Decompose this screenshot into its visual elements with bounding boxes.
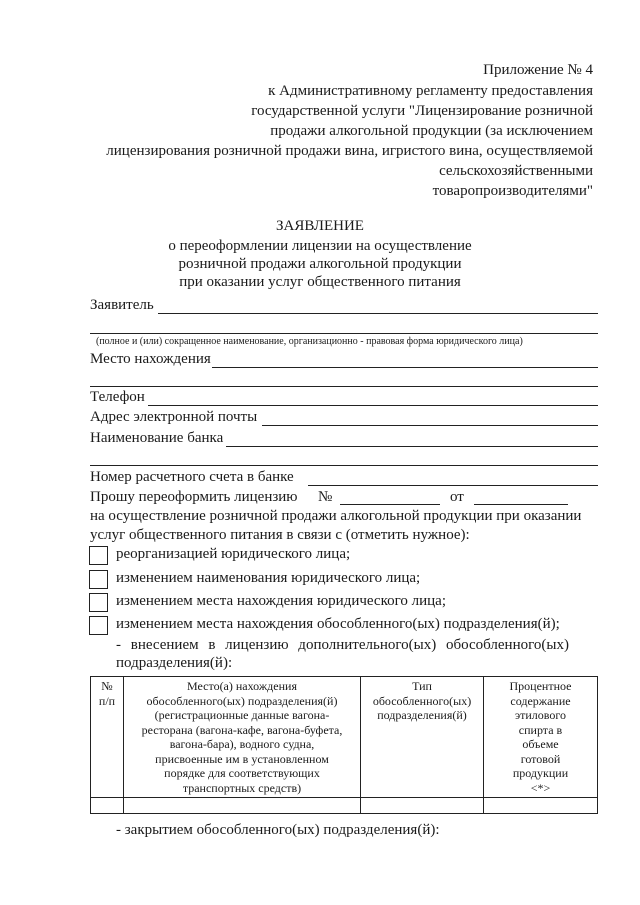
column-header-number: № п/п (91, 677, 124, 798)
account-label: Номер расчетного счета в банке (90, 469, 294, 485)
table-cell[interactable] (124, 798, 361, 814)
license-date-field[interactable] (474, 504, 568, 505)
appendix-line: государственной услуги "Лицензирование розничной (251, 103, 593, 119)
subdivisions-table (90, 676, 598, 814)
column-header-type: Тип обособленного(ых) подразделения(й) (361, 677, 484, 798)
title-line: при оказании услуг общественного питания (179, 274, 461, 290)
appendix-line: к Административному регламенту предоставления (268, 83, 593, 99)
applicant-field-line2[interactable] (90, 333, 598, 334)
table-row[interactable] (91, 798, 598, 814)
document-title: ЗАЯВЛЕНИЕ (276, 218, 364, 234)
license-number-field[interactable] (340, 504, 440, 505)
request-text: Прошу переоформить лицензию (90, 489, 298, 505)
appendix-number: Приложение № 4 (483, 62, 593, 78)
request-text: услуг общественного питания в связи с (отметить нужное): (90, 527, 470, 543)
license-date-from: от (450, 489, 464, 505)
phone-label: Телефон (90, 389, 145, 405)
column-header-location: Место(а) нахождения обособленного(ых) подразделения(й) (регистрационные данные вагона- ресторана (вагона-кафе, вагона-буфета, вагона-бара), водного судна, присвоенные им в установленном порядке для соответствующих транспортных средств) (124, 677, 361, 798)
checkbox-name-change[interactable] (89, 570, 108, 589)
phone-field[interactable] (148, 405, 598, 406)
email-label: Адрес электронной почты (90, 409, 258, 425)
checkbox-reorganization[interactable] (89, 546, 108, 565)
bank-field[interactable] (226, 446, 598, 447)
checkbox-location-change[interactable] (89, 593, 108, 612)
title-line: розничной продажи алкогольной продукции (178, 256, 462, 272)
location-label: Место нахождения (90, 351, 211, 367)
applicant-field[interactable] (158, 313, 598, 314)
location-field-line2[interactable] (90, 386, 598, 387)
addition-text: - внесением в лицензию дополнительного(ых) обособленного(ых) (116, 637, 569, 653)
option-label: изменением места нахождения юридического лица; (116, 593, 446, 609)
title-line: о переоформлении лицензии на осуществление (168, 238, 472, 254)
appendix-line: продажи алкогольной продукции (за исключением (270, 123, 593, 139)
table-cell[interactable] (484, 798, 598, 814)
appendix-line: товаропроизводителями" (432, 183, 593, 199)
table-cell[interactable] (361, 798, 484, 814)
applicant-label: Заявитель (90, 297, 154, 313)
email-field[interactable] (262, 425, 598, 426)
bank-field-line2[interactable] (90, 465, 598, 466)
applicant-hint: (полное и (или) сокращенное наименование, организационно - правовая форма юридического лица) (96, 336, 523, 347)
table-header-row (91, 677, 598, 798)
addition-text: подразделения(й): (116, 655, 233, 671)
table-cell[interactable] (91, 798, 124, 814)
column-header-alcohol-percent: Процентное содержание этилового спирта в объеме готовой продукции <*> (484, 677, 598, 798)
option-label: изменением наименования юридического лица; (116, 570, 421, 586)
appendix-line: сельскохозяйственными (439, 163, 593, 179)
location-field[interactable] (212, 367, 598, 368)
checkbox-subdivision-location-change[interactable] (89, 616, 108, 635)
appendix-line: лицензирования розничной продажи вина, игристого вина, осуществляемой (106, 143, 593, 159)
account-field[interactable] (308, 485, 598, 486)
option-label: реорганизацией юридического лица; (116, 546, 351, 562)
closing-text: - закрытием обособленного(ых) подразделения(й): (116, 822, 440, 838)
license-number-sign: № (318, 489, 333, 505)
bank-label: Наименование банка (90, 430, 224, 446)
request-text: на осуществление розничной продажи алкогольной продукции при оказании (90, 508, 582, 524)
option-label: изменением места нахождения обособленного(ых) подразделения(й); (116, 616, 560, 632)
